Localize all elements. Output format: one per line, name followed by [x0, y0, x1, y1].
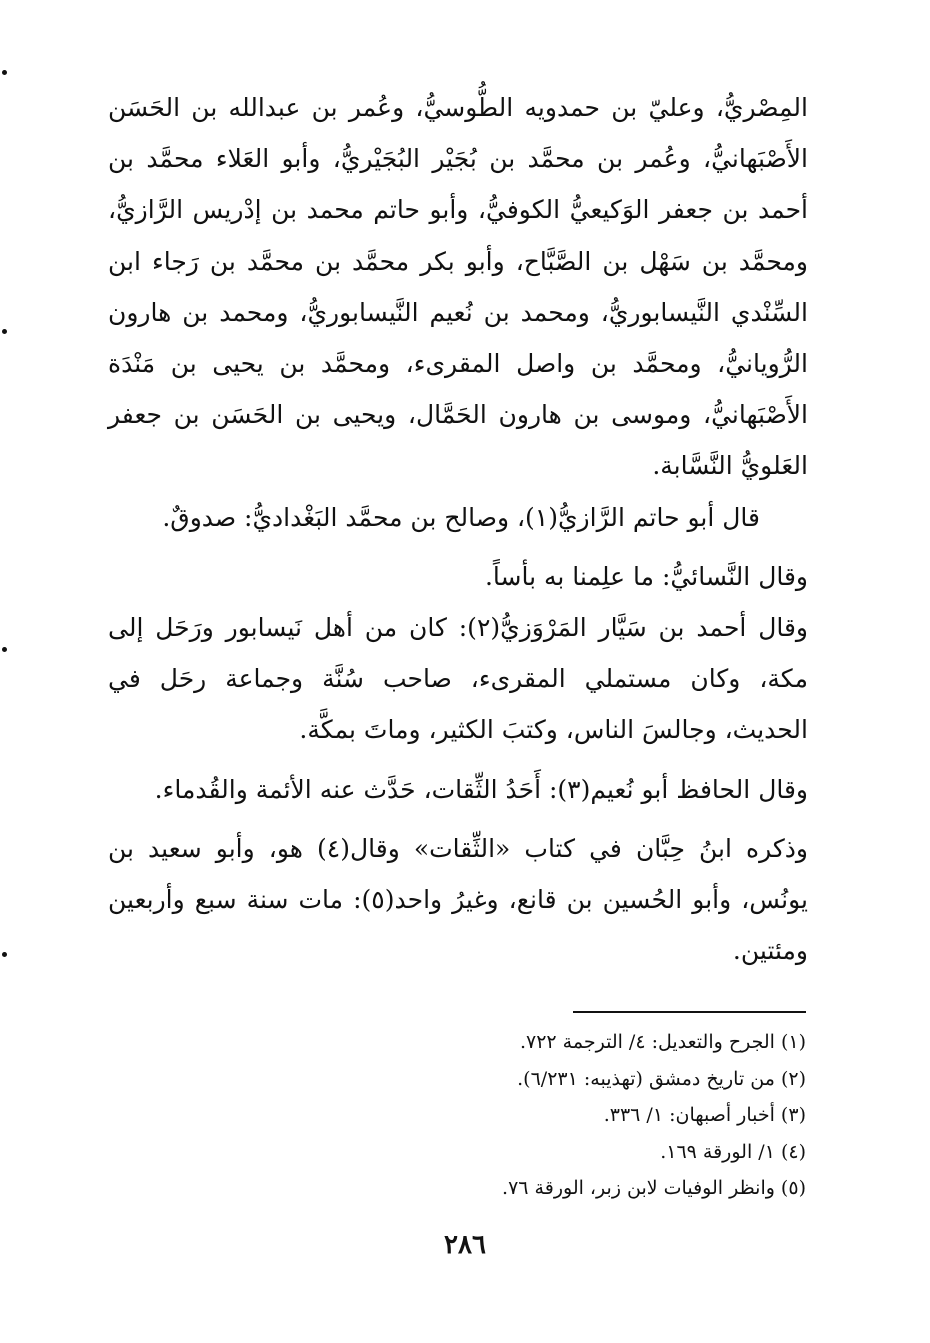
margin-mark: [2, 952, 7, 957]
paragraph-abu-nuaym: وقال الحافظ أبو نُعيم(٣): أَحَدُ الثِّقات، حَدَّث عنه الأئمة والقُدماء.: [154, 774, 808, 804]
paragraph-ibn-hibban: وذكره ابنُ حِبَّان في كتاب «الثِّقات» وقال(٤) هو، وأبو سعيد بن يونُس، وأبو الحُسين بن قانع، وغيرُ واحد(٥): مات سنة سبع وأربعين ومئتين.: [108, 833, 809, 966]
margin-mark: [2, 70, 7, 75]
footnotes: [420, 1024, 806, 1207]
footnote-item: (٣) أخبار أصبهان: ١/ ٣٣٦.: [603, 1104, 806, 1126]
footnote-item: (٥) وانظر الوفيات لابن زبر، الورقة ٧٦.: [502, 1177, 806, 1199]
paragraph-nasai: وقال النَّسائيُّ: ما علِمنا به بأساً.: [484, 561, 808, 591]
footnote-item: (٤) ١/ الورقة ١٦٩.: [660, 1140, 806, 1163]
footnote-item: (١) الجرح والتعديل: ٤/ الترجمة ٧٢٢.: [519, 1031, 806, 1053]
footnote-separator: [573, 1011, 806, 1013]
paragraph-abu-hatim: قال أبو حاتم الرَّازيُّ(١)، وصالح بن محمَّد البَغْداديُّ: صدوقٌ.: [162, 502, 760, 532]
margin-mark: [2, 647, 7, 652]
margin-mark: [2, 329, 7, 334]
footnote-item: (٢) من تاريخ دمشق (تهذيبه: ٦/٢٣١).: [517, 1067, 806, 1090]
paragraph-ahmad-sayyar: وقال أحمد بن سَيَّار المَرْوَزيُّ(٢): كان من أهل نَيسابور ورَحَل إلى مكة، وكان مستملي المقرىء، صاحب سُنَّة وجماعة رحَل في الحديث، وجالسَ الناس، وكتبَ الكثير، وماتَ بمكَّة.: [108, 613, 808, 745]
paragraph-narrators: المِصْريُّ، وعليّ بن حمدويه الطُّوسيُّ، وعُمر بن عبدالله بن الحَسَن الأَصْبَهانيُّ، وعُمر بن محمَّد بن بُجَيْر البُجَيْريُّ، وأبو العَلاء محمَّد بن أحمد بن جعفر الوَكيعيُّ الكوفيُّ، وأبو حاتم محمد بن إدْريس الرَّازيُّ، ومحمَّد بن سَهْل بن الصَّبَّاح، وأبو بكر محمَّد بن محمَّد بن رَجاء ابن السِّنْدي النَّيسابوريُّ، ومحمد بن نُعيم النَّيسابوريُّ، ومحمد بن هارون الرُّويانيُّ، ومحمَّد بن واصل المقرىء، ومحمَّد بن يحيى بن مَنْدَة الأَصْبَهانيُّ، وموسى بن هارون الحَمَّال، ويحيى بن الحَسَن بن جعفر العَلويُّ النَّسَّابة.: [108, 93, 808, 481]
page-number: ٢٨٦: [444, 1230, 486, 1260]
main-text: [108, 82, 808, 976]
